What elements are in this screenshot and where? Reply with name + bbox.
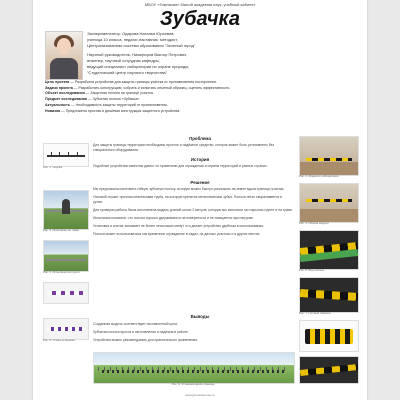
- idea-paragraph: Для проверки работы была изготовлена модель длиной около 2 метров, которую мы испытали на открытом грунте и на траве.: [93, 208, 293, 212]
- figure-field-test: [43, 190, 89, 230]
- lab-floor: [300, 162, 358, 175]
- author-line: Централизованная система образования "Зеленый город": [87, 43, 196, 48]
- section-results-text: [93, 322, 293, 348]
- drawing-tick: [68, 152, 69, 157]
- section-idea-text: [93, 187, 293, 309]
- figure-strip-end: [299, 356, 359, 384]
- meta-label: Предмет исследования: [45, 97, 87, 102]
- photo-body: [50, 58, 78, 80]
- lab-floor: [300, 209, 358, 222]
- result-line: Созданная модель соответствует поставленной цели.: [93, 322, 178, 326]
- meta-text: — Разработка устройства для защиты границы участка от проникновения посторонних.: [70, 80, 218, 84]
- author-line: ученица 10 класса, педагог-наставник: методист,: [87, 37, 178, 42]
- figure-caption: Рис. 7. Готовый образец: [299, 312, 331, 315]
- photo-head: [57, 38, 71, 55]
- figure-finished-strip: [299, 320, 359, 352]
- section-results-heading: Выводы: [190, 314, 210, 319]
- meta-row: [45, 109, 355, 115]
- poster-title: Зубачка: [159, 8, 241, 30]
- field-rail: [46, 259, 86, 261]
- finished-strip: [305, 329, 354, 344]
- figure-caption: Рис. 8. Схема установки: [43, 339, 75, 342]
- drawing-tick: [59, 152, 60, 157]
- result-line: Устройство можно рекомендовать для практического применения.: [93, 338, 198, 342]
- lab-strip: [306, 158, 352, 161]
- figure-caption: Рис. 9. Установка вдоль границы: [171, 383, 215, 386]
- poster: [33, 0, 367, 400]
- section-history-text: Подобные устройства известны давно: их применяли для ограждения и охраны территорий в разных странах.: [93, 164, 268, 168]
- strip-band: [300, 289, 358, 301]
- section-history-heading: История: [190, 157, 210, 162]
- meta-label: Цель проекта: [45, 80, 70, 84]
- meta-label: Актуальность: [45, 102, 70, 107]
- figure-caption: Рис. 2. Модель в лаборатории: [299, 175, 339, 178]
- meta-text: — Разработать конструкцию; собрать и испытать опытный образец; оценить эффективность.: [73, 85, 231, 90]
- meta-text: — Зубчатая полоса «Зубачка».: [87, 97, 141, 102]
- author-line: Экспериментатор: Одарова Наталья Юрьевна,: [87, 31, 175, 36]
- figure-caption: Рис. 3. Сборка модели: [299, 222, 329, 225]
- purple-tube: [47, 291, 86, 295]
- project-meta: [45, 80, 355, 114]
- section-idea-heading: Решение: [190, 180, 210, 185]
- footer-link[interactable]: www.gimnazia-man.ru: [185, 393, 215, 397]
- idea-paragraph: Основой служит прочная пластиковая труба, на которую крепятся металлические зубья. Полоса легко сворачивается в рулон.: [93, 195, 282, 204]
- supervisor-line: "Студенческий центр научного творчества": [87, 70, 168, 75]
- drawing-tick: [77, 152, 78, 157]
- section-problem-text: Для защиты границы территории необходимо простое и надёжное средство, которое может быть установлено без специального оборудования.: [93, 143, 275, 152]
- figure-strip-closeup: [299, 230, 359, 270]
- section-problem-heading: Проблема: [189, 136, 211, 141]
- author-photo: [45, 31, 83, 80]
- meta-text: — Предложена простая и дешёвая конструкция защитного устройства.: [61, 108, 181, 113]
- figure-purple-strip: [43, 282, 89, 304]
- supervisor-line: Научный руководитель: Никифоров Виктор Петрович,: [87, 52, 188, 57]
- figure-caption: Рис. 4. Испытание на траве: [43, 229, 79, 232]
- figure-caption: Рис. 1. Чертёж: [43, 166, 63, 169]
- figure-ground-test: [43, 240, 89, 272]
- supervisor-line: инженер, научный сотрудник кафедры,: [87, 58, 160, 63]
- meta-text: — Защитная полоса на границе участка.: [85, 91, 154, 96]
- figure-assembly: [299, 183, 359, 223]
- panorama-spikes: [102, 370, 286, 373]
- lab-strip: [306, 199, 352, 202]
- drawing-line: [47, 155, 86, 157]
- figure-scheme: [43, 318, 89, 340]
- organization-line: МБОУ «Гимназия» Малой академии наук, учебный кабинет: [144, 2, 256, 7]
- purple-tube: [47, 327, 86, 331]
- field-person: [62, 199, 69, 214]
- meta-label: Новизна: [45, 108, 61, 113]
- result-line: Зубчатая полоса проста в изготовлении и надёжна в работе.: [93, 330, 189, 334]
- idea-paragraph: Испытания показали, что полоса хорошо удерживается на поверхности и не смещается при нагрузке.: [93, 216, 254, 220]
- idea-paragraph: Мы предложили изготовить гибкую зубчатую полосу, которую можно быстро разложить на земле вдоль границы участка.: [93, 187, 285, 191]
- idea-paragraph: Полоса может использоваться как временное ограждение в садах, на дачных участках и в других местах.: [93, 232, 261, 236]
- figure-caption: Рис. 5. Испытание на грунте: [43, 271, 80, 274]
- idea-paragraph: Установка и снятие занимают не более нескольких минут, что делает устройство удобным в использовании.: [93, 224, 265, 228]
- author-info: [87, 31, 297, 76]
- meta-text: — Необходимость защиты территорий от проникновения.: [70, 102, 168, 107]
- figure-caption: Рис. 6. Вид полосы: [299, 269, 324, 272]
- meta-label: Объект исследования: [45, 91, 85, 96]
- figure-strip-rolled: [299, 277, 359, 313]
- meta-label: Задачи проекта: [45, 85, 73, 90]
- figure-drawing: [43, 143, 89, 167]
- figure-panorama: [93, 352, 295, 384]
- drawing-tick: [51, 152, 52, 157]
- supervisor-line: ведущий специалист лаборатории по охране природы,: [87, 64, 190, 69]
- figure-lab-model: [299, 136, 359, 176]
- strip-band: [300, 364, 358, 376]
